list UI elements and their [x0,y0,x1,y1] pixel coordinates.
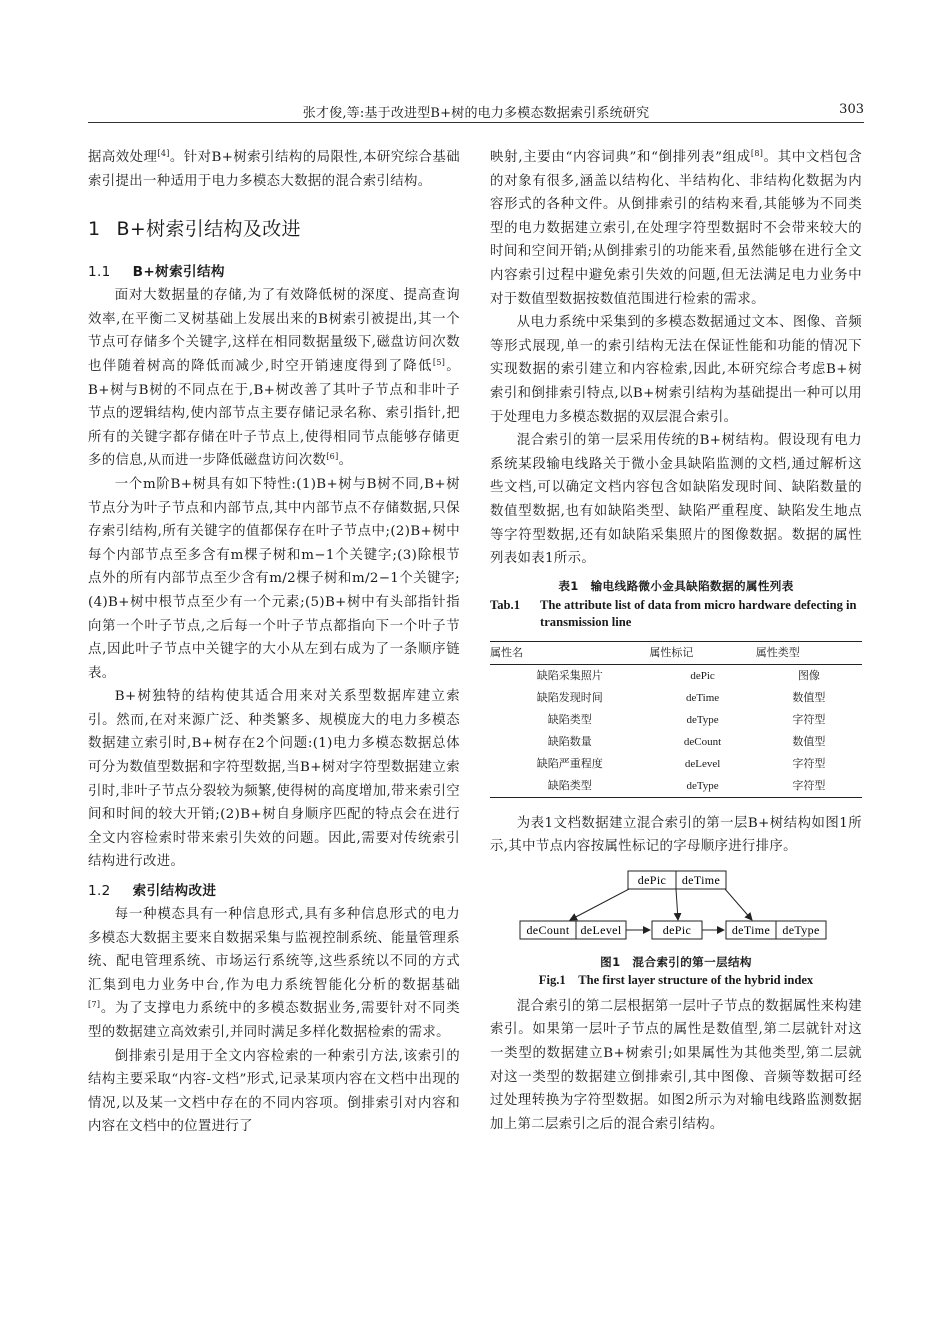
node-key: deTime [731,922,771,937]
subsection-title: 索引结构改进 [132,883,217,900]
table-cell: 字符型 [756,775,862,798]
table-cell: 缺陷采集照片 [536,668,603,682]
table-cell: 数值型 [792,734,826,748]
table-cell: 缺陷数量 [547,734,592,748]
subsection-heading-1-2 [88,880,460,903]
figure-caption-cn: 图1 混合索引的第一层结构 [600,954,752,969]
btree-diagram [490,867,862,953]
btree-figure [490,867,862,953]
table-cell: deTime [685,691,720,704]
paragraph: 混合索引的第二层根据第一层叶子节点的数据属性来构建索引。如果第一层叶子节点的属性是数值型,第二层就针对这一类型的数据建立B+树索引;如果属性为其他类型,第二层就对这一类型的数据建立倒排索引,其中图像、音频等数据可经过处理转换为字符型数据。如图2所示为对输电线路监测数据加上第二层索引之后的混合索引结构。 [490,998,862,1132]
table-label: Tab.1 [490,597,520,612]
table-cell: 缺陷类型 [547,712,592,726]
subsection-heading-1-1 [88,261,460,284]
table-row [490,731,862,753]
table-caption-cn: 表1 输电线路微小金具缺陷数据的属性列表 [558,578,794,593]
table-cell: 缺陷严重程度 [536,756,603,770]
paragraph: 从电力系统中采集到的多模态数据通过文本、图像、音频等形式展现,单一的索引结构无法在保证性能和功能的情况下实现数据的索引建立和内容检索,因此,本研究综合考虑B+树索引和倒排索引特点,以B+树索引结构为基础提出一种可以用于处理电力多模态数据的双层混合索引。 [490,315,862,425]
citation: [7] [88,1000,101,1010]
node-key: deType [782,922,820,937]
node-key: dePic [662,922,692,937]
node-key: deTime [681,872,721,887]
page-number: 303 [839,102,864,117]
subsection-number: 1.2 [88,883,111,900]
table-cell: deLevel [684,757,721,770]
table-cell: deType [686,713,719,726]
node-key: deLevel [580,922,622,937]
leaf-node-1 [520,921,626,939]
table-header: 属性标记 [649,641,755,664]
intro-paragraph: 据高效处理[4]。针对B+树索引结构的局限性,本研究综合基础索引提出一种适用于电力多模态大数据的混合索引结构。 [88,149,461,189]
subsection-title: B+树索引结构 [132,264,225,281]
table-cell: 图像 [797,668,820,682]
tree-edges [570,889,752,920]
table-cell: 字符型 [792,712,826,726]
paragraph: 倒排索引是用于全文内容检索的一种索引方法,该索引的结构主要采取“内容-文档”形式,记录某项内容在文档中出现的情况,以及某一文档中存在的不同内容项。倒排索引对内容和内容在文档中的位置进行了 [88,1048,460,1135]
table-row [490,775,862,798]
citation: [5] [432,357,446,367]
header-title: 张才俊,等:基于改进型B+树的电力多模态数据索引系统研究 [302,106,650,121]
node-key: dePic [637,872,667,887]
table-row [490,664,862,687]
table-cell: 缺陷类型 [490,775,649,798]
table-cell: 数值型 [792,690,826,704]
table-header: 属性类型 [756,641,862,664]
table-cell: deCount [683,735,722,748]
leaf-node-2 [652,921,702,939]
attribute-table [490,641,862,798]
table-cell: 字符型 [792,756,826,770]
node-key: deCount [526,922,570,937]
table-row [490,687,862,709]
leaf-node-3 [726,921,826,939]
paragraph: 面对大数据量的存储,为了有效降低树的深度、提高查询效率,在平衡二叉树基础上发展出来的B树索引被提出,其一个节点可存储多个关键字,这样在相同数据量级下,磁盘访问次数也伴随着树高的降低而减少,时空开销速度得到了降低[5]。B+树与B树的不同点在于,B+树改善了其叶子节点和非叶子节点的逻辑结构,使内部节点主要存储记录名称、索引指针,把所有的关键字都存储在叶子节点上,使得相同节点能够存储更多的信息,从而进一步降低磁盘访问次数[6]。 [88,288,460,469]
paragraph: 一个m阶B+树具有如下特性:(1)B+树与B树不同,B+树节点分为叶子节点和内部节点,其中内部节点不存储数据,只保存索引结构,所有关键字的值都保存在叶子节点中;(2)B+树中每个内部节点至多含有m棵子树和m−1个关键字;(3)除根节点外的所有内部节点至少含有m/2棵子树和m/2−1个关键字;(4)B+树中根节点至少有一个元素;(5)B+树中有头部指针指向第一个叶子节点,之后每一个叶子节点都指向下一个叶子节点,因此叶子节点中关键字的大小从左到右成为了一条顺序链表。 [88,476,460,681]
section-title: B+树索引结构及改进 [116,218,301,241]
paragraph: 为表1文档数据建立混合索引的第一层B+树结构如图1所示,其中节点内容按属性标记的字母顺序进行排序。 [490,815,862,855]
section-number: 1 [88,218,101,241]
paragraph: 映射,主要由“内容词典”和“倒排列表”组成[8]。其中文档包含的对象有很多,涵盖以结构化、半结构化、非结构化数据为内容形式的各种文件。从倒排索引的结构来看,其能够为不同类型的电力数据建立索引,在处理字符型数据时不会带来较大的时间和空间开销;从倒排索引的功能来看,虽然能够在进行全文内容索引过程中避免索引失效的问题,但无法满足电力业务中对于数值型数据按数值范围进行检索的需求。 [490,149,862,307]
table-cell: deType [649,775,755,798]
table-cell: dePic [690,669,715,682]
table-caption-text: The attribute list of data from micro hardware defecting in transmission line [540,597,857,629]
citation: [4] [157,149,170,158]
table-header-row [490,641,862,664]
citation: [6] [326,452,339,462]
running-header [88,100,864,123]
paragraph: B+树独特的结构使其适合用来对关系型数据库建立索引。然而,在对来源广泛、种类繁多、规模庞大的电力多模态数据建立索引时,B+树存在2个问题:(1)电力多模态数据总体可分为数值型数据和字符型数据,当B+树对字符型数据建立索引时,非叶子节点分裂较为频繁,使得树的高度增加,带来索引空间和时间的较大开销;(2)B+树自身顺序匹配的特点会在进行全文内容检索时带来索引失效的问题。因此,需要对传统索引结构进行改进。 [88,689,460,870]
citation: [8] [750,149,764,158]
left-column [88,146,460,1139]
paragraph: 混合索引的第一层采用传统的B+树结构。假设现有电力系统某段输电线路关于微小金具缺陷监测的文档,通过解析这些文档,可以确定文档内容包含如缺陷发现时间、缺陷数量的数值型数据,也有如缺陷类型、缺陷严重程度、缺陷发生地点等字符型数据,还有如缺陷采集照片的图像数据。数据的属性列表如表1所示。 [490,433,862,567]
table-row [490,709,862,731]
table-caption-en [490,597,862,631]
table-header: 属性名 [490,641,649,664]
paragraph: 每一种模态具有一种信息形式,具有多种信息形式的电力多模态大数据主要来自数据采集与监视控制系统、能量管理系统、配电管理系统、市场运行系统等,这些系统以不同的方式汇集到电力业务中台,作为电力系统智能化分析的数据基础[7]。为了支撑电力系统中的多模态数据业务,需要针对不同类型的数据建立高效索引,并同时满足多样化数据检索的需求。 [88,907,460,1040]
root-node [628,871,726,889]
table-cell: 缺陷发现时间 [536,690,603,704]
table-row [490,753,862,775]
figure-caption-en: Fig.1 The first layer structure of the hybrid index [538,972,814,987]
right-column [490,146,862,1136]
section-heading-1 [88,215,460,243]
subsection-number: 1.1 [88,264,111,281]
